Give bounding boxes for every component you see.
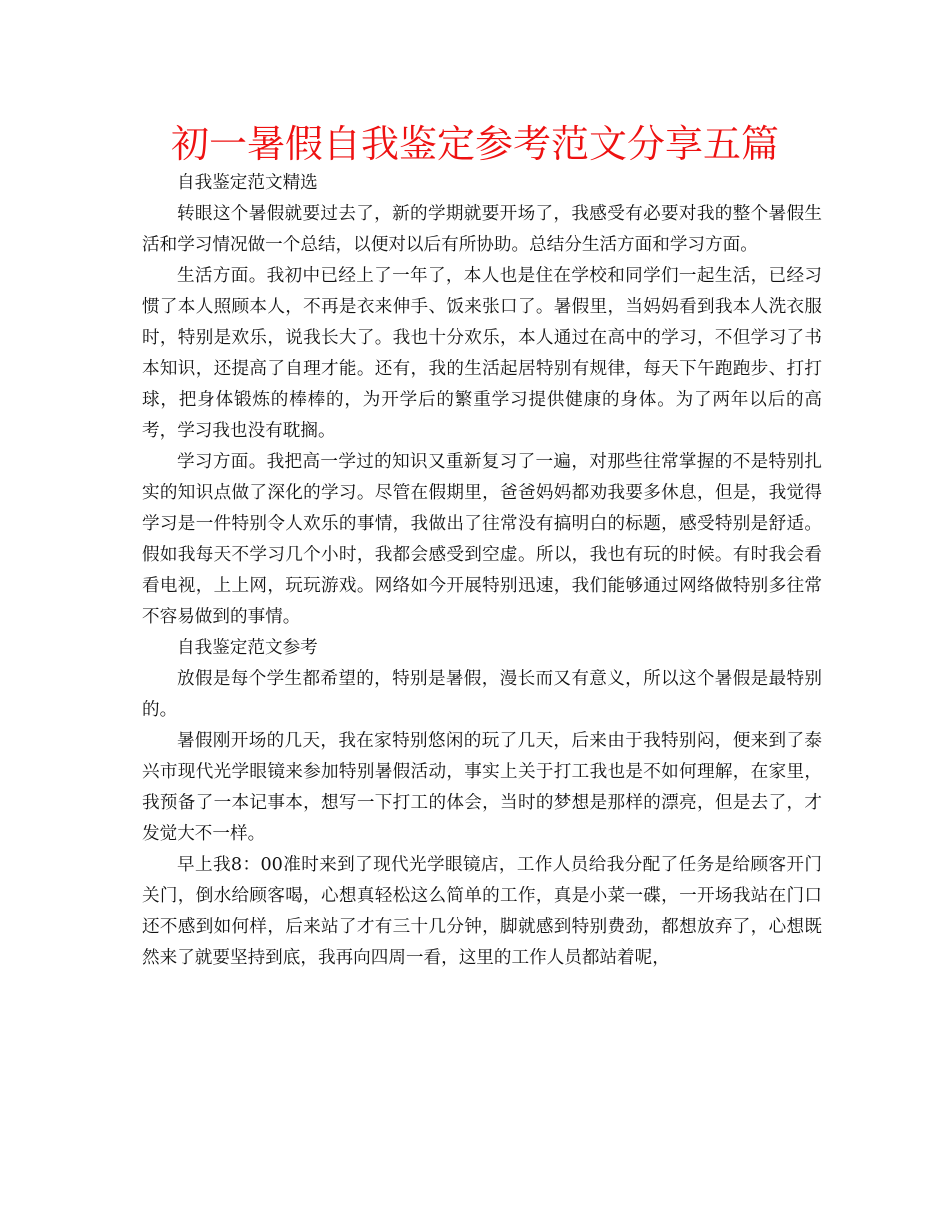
document-title: 初一暑假自我鉴定参考范文分享五篇: [170, 122, 779, 166]
paragraph: 学习方面。我把高一学过的知识又重新复习了一遍，对那些往常掌握的不是特别扎实的知识点做了深化的学习。尽管在假期里，爸爸妈妈都劝我要多休息，但是，我觉得学习是一件特别令人欢乐的事情，我做出了往常没有搞明白的标题，感受特别是舒适。假如我每天不学习几个小时，我都会感受到空虚。所以，我也有玩的时候。有时我会看看电视，上上网，玩玩游戏。网络如今开展特别迅速，我们能够通过网络做特别多往常不容易做到的事情。: [142, 452, 822, 627]
paragraph: 放假是每个学生都希望的，特别是暑假，漫长而又有意义，所以这个暑假是最特别的。: [142, 669, 822, 720]
paragraph: 生活方面。我初中已经上了一年了，本人也是住在学校和同学们一起生活，已经习惯了本人照顾本人，不再是衣来伸手、饭来张口了。暑假里，当妈妈看到我本人洗衣服时，特别是欢乐，说我长大了。我也十分欢乐，本人通过在高中的学习，不但学习了书本知识，还提高了自理才能。还有，我的生活起居特别有规律，每天下午跑跑步、打打球，把身体锻炼的棒棒的，为开学后的繁重学习提供健康的身体。为了两年以后的高考，学习我也没有耽搁。: [142, 266, 822, 441]
section-heading: 自我鉴定范文参考: [177, 638, 318, 658]
paragraph: 转眼这个暑假就要过去了，新的学期就要开场了，我感受有必要对我的整个暑假生活和学习情况做一个总结，以便对以后有所协助。总结分生活方面和学习方面。: [142, 204, 822, 255]
paragraph: 早上我8：00准时来到了现代光学眼镜店，工作人员给我分配了任务是给顾客开门关门，倒水给顾客喝，心想真轻松这么简单的工作，真是小菜一碟，一开场我站在门口还不感到如何样，后来站了才有三十几分钟，脚就感到特别费劲，都想放弃了，心想既然来了就要坚持到底，我再向四周一看，这里的工作人员都站着呢，: [142, 855, 822, 968]
section-heading: 自我鉴定范文精选: [177, 173, 318, 193]
document-body: [142, 168, 822, 974]
paragraph: 暑假刚开场的几天，我在家特别悠闲的玩了几天，后来由于我特别闷，便来到了泰兴市现代光学眼镜来参加特别暑假活动，事实上关于打工我也是不如何理解，在家里，我预备了一本记事本，想写一下打工的体会，当时的梦想是那样的漂亮，但是去了，才发觉大不一样。: [142, 731, 822, 844]
